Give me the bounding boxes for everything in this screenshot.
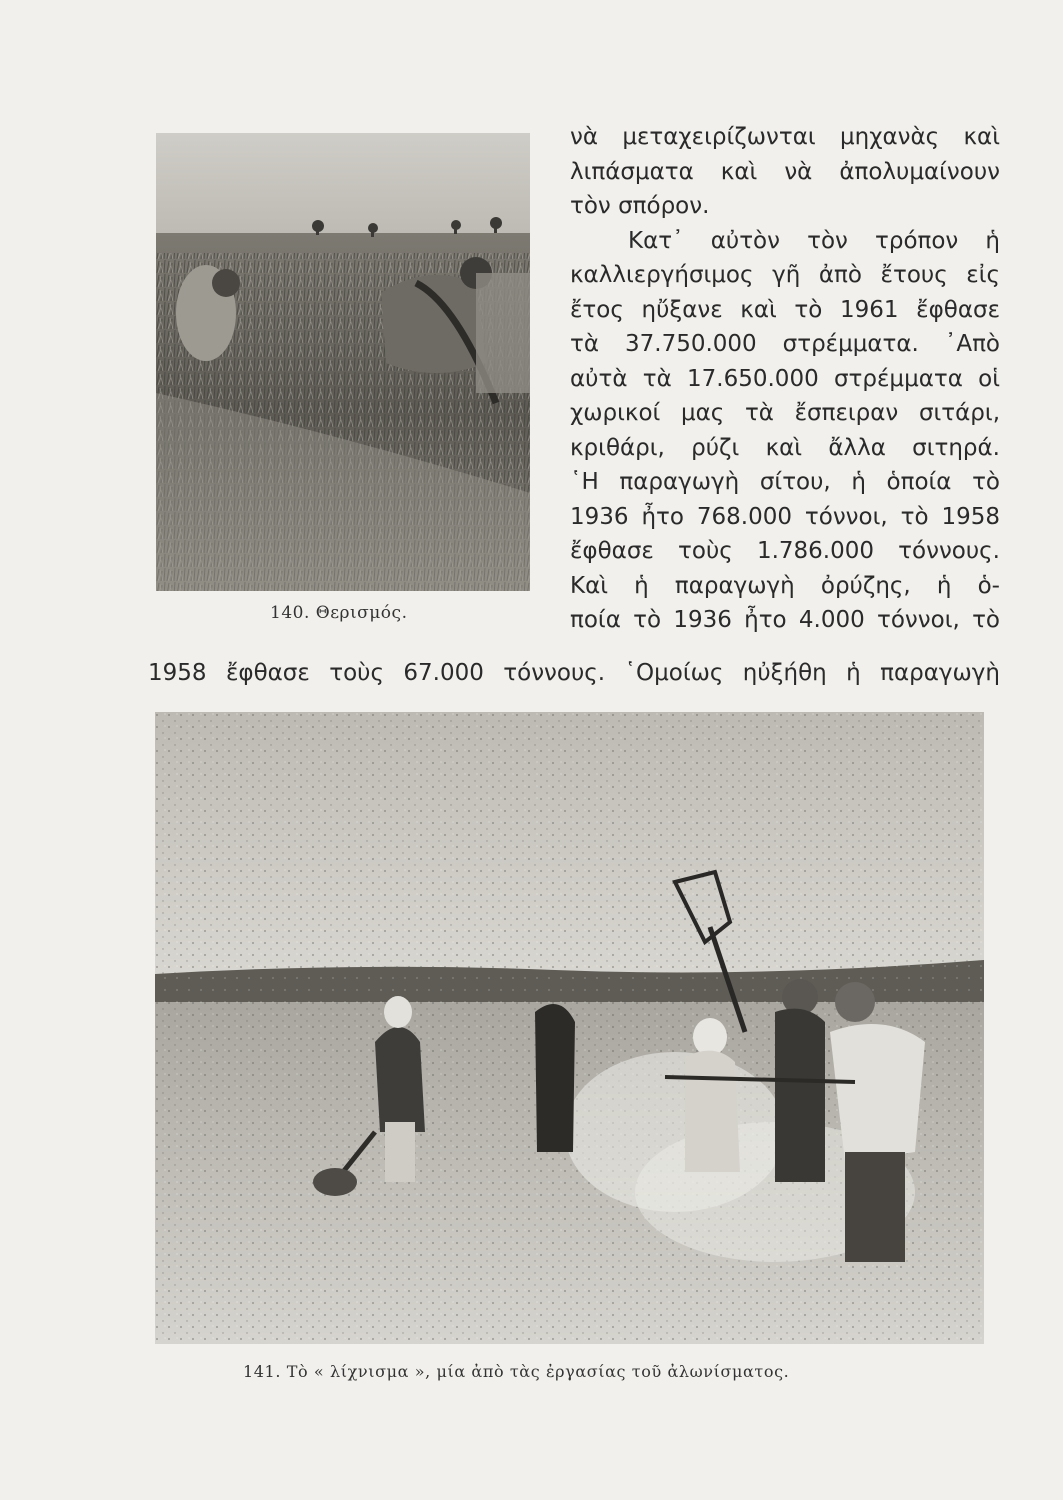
text-line: Κατ᾽ αὐτὸν τὸν τρόπον ἡ xyxy=(628,227,1000,254)
text-line: κριθάρι, ρύζι καὶ ἄλλα σιτηρά. xyxy=(570,434,1000,461)
text-line: νὰ μεταχειρίζωνται μηχανὰς καὶ xyxy=(570,124,1000,150)
text-line: ἔτος ηὔξανε καὶ τὸ 1961 ἔφθασε xyxy=(570,296,1000,323)
text-line: αὐτὰ τὰ 17.650.000 στρέμματα οἱ xyxy=(570,365,1000,392)
text-line-full-width: 1958 ἔφθασε τοὺς 67.000 τόννους. ῾Ομοίως ηὐξήθη ἡ παραγωγὴ xyxy=(148,660,1000,686)
text-line: ῾Η παραγωγὴ σίτου, ἡ ὁποία τὸ xyxy=(570,469,1000,495)
text-line: καλλιεργήσιμος γῆ ἀπὸ ἔτους εἰς xyxy=(570,262,1000,288)
winnowing-photo xyxy=(155,712,984,1344)
harvest-photo xyxy=(156,133,530,591)
body-text-column xyxy=(570,120,1000,638)
text-line: τὸν σπόρον. xyxy=(570,193,710,219)
text-line: ἔφθασε τοὺς 1.786.000 τόννους. xyxy=(570,538,1000,564)
text-line: τὰ 37.750.000 στρέμματα. ᾽Απὸ xyxy=(570,331,1000,357)
figure-141-caption: 141. Τὸ « λίχνισμα », μία ἀπὸ τὰς ἐργασίας τοῦ ἀλωνίσματος. xyxy=(243,1362,790,1381)
text-line: ποία τὸ 1936 ἦτο 4.000 τόννοι, τὸ xyxy=(570,607,1000,633)
figure-140-caption: 140. Θερισμός. xyxy=(270,603,408,623)
text-line: 1936 ἦτο 768.000 τόννοι, τὸ 1958 xyxy=(570,503,1000,530)
harvest-photo-illustration xyxy=(156,133,530,591)
text-line: Καὶ ἡ παραγωγὴ ὀρύζης, ἡ ὁ- xyxy=(570,572,1000,599)
text-line: χωρικοί μας τὰ ἔσπειραν σιτάρι, xyxy=(570,400,1000,426)
text-line: λιπάσματα καὶ νὰ ἀπολυμαίνουν xyxy=(570,158,1000,185)
winnowing-photo-illustration xyxy=(155,712,984,1344)
